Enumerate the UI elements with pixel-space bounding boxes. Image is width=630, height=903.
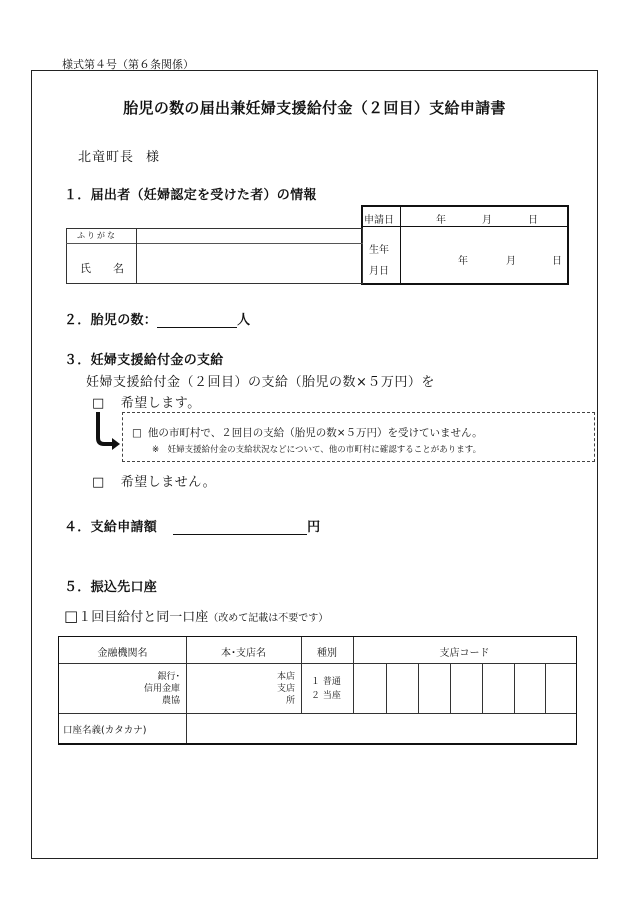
bank-code-divider bbox=[545, 663, 546, 713]
birth-date-field[interactable] bbox=[402, 228, 568, 283]
section-4-unit: 円 bbox=[307, 520, 321, 535]
option-no-label: 希望しません。 bbox=[120, 475, 217, 490]
page-title: 胎児の数の届出兼妊婦支援給付金（２回目）支給申請書 bbox=[123, 99, 506, 117]
account-holder-field[interactable] bbox=[187, 714, 575, 742]
bank-header-divider bbox=[59, 663, 576, 664]
apply-date-label: 申請日 bbox=[364, 215, 394, 226]
sub-option-note: ※ 妊婦支援給付金の支給状況などについて、他の市町村に確認することがあります。 bbox=[152, 445, 482, 455]
apply-date-field[interactable] bbox=[402, 205, 568, 227]
account-type-toza[interactable]: ２ 当座 bbox=[311, 691, 341, 701]
section-3-heading: ３．妊婦支援給付金の支給 bbox=[64, 353, 224, 368]
addressee-honorific: 様 bbox=[146, 150, 161, 165]
account-type-labels bbox=[311, 675, 353, 703]
header-branch-name: 本･支店名 bbox=[221, 648, 266, 659]
bank-type-bank: 銀行･ bbox=[157, 672, 180, 682]
section-2-label: ２．胎児の数： bbox=[64, 313, 158, 328]
same-account-checkbox[interactable]: □ bbox=[64, 607, 79, 625]
apply-month-label: 月 bbox=[482, 215, 492, 226]
section-1-heading: １．届出者（妊婦認定を受けた者）の情報 bbox=[64, 188, 317, 203]
option-yes-label: 希望します。 bbox=[120, 396, 201, 411]
arrow-down-right-icon bbox=[92, 410, 122, 450]
bank-code-divider bbox=[450, 663, 451, 713]
support-intro: 妊婦支援給付金（２回目）の支給（胎児の数×５万円）を bbox=[86, 375, 435, 390]
addressee-name: 北竜町長 bbox=[78, 150, 135, 165]
amount-field[interactable] bbox=[173, 520, 307, 535]
bank-type-shinkin: 信用金庫 bbox=[143, 684, 180, 694]
branch-type-honten: 本店 bbox=[276, 672, 295, 682]
branch-type-sho: 所 bbox=[285, 696, 295, 706]
birth-day-label: 日 bbox=[552, 256, 562, 267]
birth-month-label: 月 bbox=[506, 256, 516, 267]
bank-code-divider bbox=[482, 663, 483, 713]
apply-day-label: 日 bbox=[528, 215, 538, 226]
option-yes-checkbox[interactable]: □ bbox=[92, 396, 105, 411]
name-field[interactable] bbox=[137, 244, 362, 283]
bank-code-divider bbox=[418, 663, 419, 713]
bank-type-nokyo: 農協 bbox=[161, 696, 180, 706]
same-account-note: （改めて記載は不要です） bbox=[208, 613, 329, 624]
account-type-futsu[interactable]: １ 普通 bbox=[311, 677, 341, 687]
sub-option[interactable] bbox=[132, 425, 483, 440]
same-account-label: １回目給付と同一口座 bbox=[78, 610, 209, 625]
header-bank-name: 金融機関名 bbox=[97, 648, 148, 659]
section-4-heading bbox=[64, 516, 320, 535]
account-holder-label: 口座名義(カタカナ) bbox=[63, 725, 147, 736]
section-2-heading bbox=[64, 309, 250, 328]
addressee bbox=[78, 146, 160, 165]
form-reference: 様式第４号（第６条関係） bbox=[62, 58, 194, 71]
birth-year-label: 年 bbox=[458, 256, 468, 267]
bank-table bbox=[58, 636, 577, 745]
name-label: 氏 名 bbox=[80, 262, 124, 275]
section-2-unit: 人 bbox=[237, 313, 251, 328]
bank-code-divider bbox=[514, 663, 515, 713]
apply-year-label: 年 bbox=[436, 215, 446, 226]
option-yes[interactable] bbox=[92, 392, 201, 411]
section-5-heading: ５．振込先口座 bbox=[64, 580, 158, 595]
header-account-type: 種別 bbox=[317, 648, 337, 659]
branch-type-shiten: 支店 bbox=[276, 684, 295, 694]
header-branch-code: 支店コード bbox=[439, 648, 490, 659]
birth-label-line1: 生年 bbox=[369, 245, 389, 256]
section-4-label: ４．支給申請額 bbox=[64, 520, 158, 535]
sub-option-checkbox[interactable]: □ bbox=[132, 427, 142, 439]
bank-type-labels bbox=[59, 671, 180, 707]
furigana-label: ふりがな bbox=[77, 231, 117, 240]
branch-type-labels bbox=[186, 671, 295, 707]
birth-label-line2: 月日 bbox=[369, 266, 389, 277]
sub-option-label: 他の市町村で、２回目の支給（胎児の数×５万円）を受けていません。 bbox=[147, 427, 483, 439]
option-no[interactable] bbox=[92, 471, 216, 490]
option-no-checkbox[interactable]: □ bbox=[92, 475, 105, 490]
same-account-option[interactable] bbox=[64, 606, 328, 625]
fetus-count-field[interactable] bbox=[157, 313, 237, 328]
bank-code-divider bbox=[386, 663, 387, 713]
furigana-field[interactable] bbox=[137, 229, 362, 243]
